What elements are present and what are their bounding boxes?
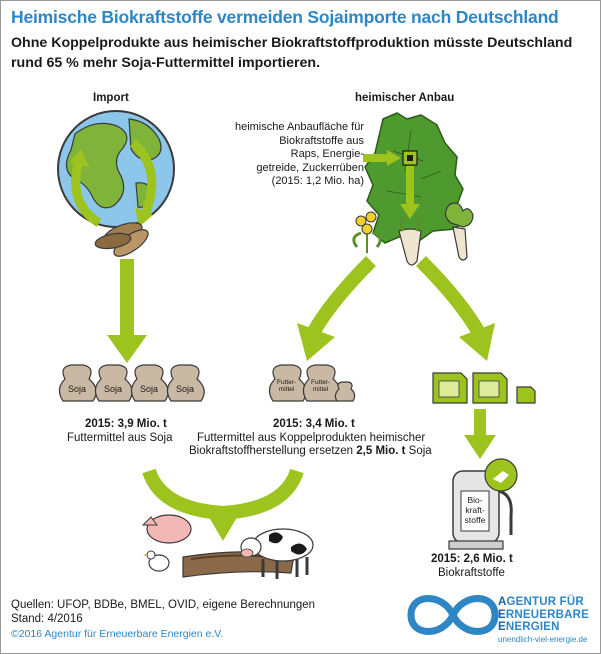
area-note: heimische Anbaufläche für Biokraftstoffe aus Raps, Energie- getreide, Zuckerrüben (2015: 1,2 Mio. ha) [234,121,364,187]
futter-sack-label: Futter- mittel [311,379,331,393]
import-description: Futtermittel aus Soja [67,432,173,444]
soja-sack-label: Soja [68,384,87,394]
import-heading: Import [93,92,129,104]
aee-logo-icon [411,599,495,632]
aee-logo-text: AGENTUR FÜR ERNEUERBARE ENERGIEN [498,596,590,633]
fuel-canisters [433,373,535,403]
feed-replaced-amount: 2,5 Mio. t [356,445,406,457]
soja-sack-label: Soja [140,384,159,394]
feed-description-line2: Biokraftstoffherstellung ersetzen 2,5 Mio. t Soja [189,445,432,457]
source-block [11,598,315,626]
source-line: Quellen: UFOP, BDBe, BMEL, OVID, eigene Berechnungen [11,599,316,611]
stand-line: Stand: 4/2016 [11,613,83,625]
grain-icon [445,203,473,260]
domestic-heading: heimischer Anbau [355,92,455,104]
import-value: 2015: 3,9 Mio. t [85,418,167,430]
fuel-description: Biokraftstoffe [438,567,505,579]
feed-value: 2015: 3,4 Mio. t [273,418,355,430]
futter-sack-label: Futter- mittel [277,379,297,393]
soja-sack-label: Soja [104,384,123,394]
feed-description-line1: Futtermittel aus Koppelprodukten heimischer [197,432,426,444]
fuel-value: 2015: 2,6 Mio. t [431,553,513,565]
page-title: Heimische Biokraftstoffe vermeiden Sojaimporte nach Deutschland [11,7,559,27]
aee-url: unendlich-viel-energie.de [498,635,588,644]
page-subtitle: Ohne Koppelprodukte aus heimischer Biokraftstoffproduktion müsste Deutschland rund 65 % mehr Soja-Futtermittel importieren. [11,35,573,71]
soja-sack-label: Soja [176,384,195,394]
pump-label: Bio- kraft- stoffe [464,495,486,525]
copyright: ©2016 Agentur für Erneuerbare Energien e.V. [11,628,224,640]
globe-icon [58,111,174,227]
